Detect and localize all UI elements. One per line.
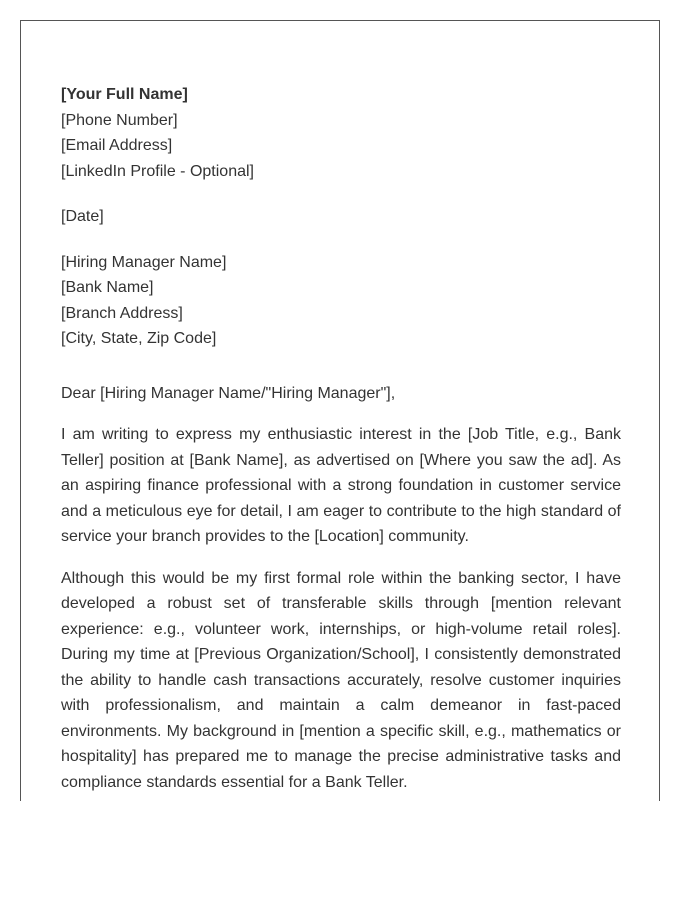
recipient-block <box>61 250 621 352</box>
sender-block <box>61 82 621 184</box>
letter-date: [Date] <box>61 208 104 225</box>
letter-page <box>20 20 660 801</box>
sender-full-name: [Your Full Name] <box>61 86 188 103</box>
recipient-bank-name: [Bank Name] <box>61 279 154 296</box>
letter-content <box>61 82 621 795</box>
sender-linkedin: [LinkedIn Profile - Optional] <box>61 162 254 180</box>
body-paragraph-2: Although this would be my first formal role within the banking sector, I have developed a robust set of transferable skills through [mention relevant experience: e.g., volunteer work, internships, or high-volume retail roles]. During my time at [Previous Organization/School], I consistently demonstrated the ability to handle cash transactions accurately, resolve customer inquiries with professionalism, and maintain a calm demeanor in fast-paced environments. My background in [mention a specific skill, e.g., mathematics or hospitality] has prepared me to manage the precise administrative tasks and compliance standards essential for a Bank Teller. <box>61 569 621 791</box>
sender-email: [Email Address] <box>61 137 173 154</box>
date-block <box>61 204 621 230</box>
recipient-manager-name: [Hiring Manager Name] <box>61 253 227 271</box>
body-paragraph-1: I am writing to express my enthusiastic interest in the [Job Title, e.g., Bank Teller] position at [Bank Name], as advertised on [Where you saw the ad]. As an aspiring finance professional with a strong foundation in customer service and a meticulous eye for detail, I am eager to contribute to the high standard of service your branch provides to the [Location] community. <box>61 426 621 545</box>
recipient-branch-address: [Branch Address] <box>61 304 183 322</box>
recipient-city-state-zip: [City, State, Zip Code] <box>61 330 217 347</box>
salutation: Dear [Hiring Manager Name/"Hiring Manager"], <box>61 384 396 402</box>
sender-phone: [Phone Number] <box>61 111 178 129</box>
salutation-block <box>61 381 621 407</box>
